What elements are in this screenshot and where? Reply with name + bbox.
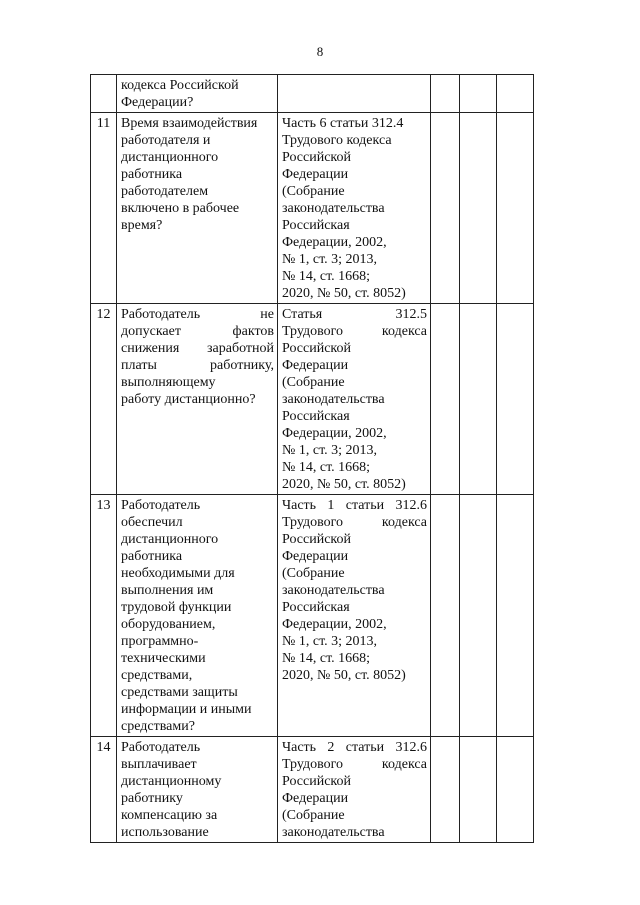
legal-basis-cell [278,75,431,113]
question-cell-line: работодателем [121,184,209,199]
legal-basis-cell-line: № 1, ст. 3; 2013, [282,443,378,458]
legal-basis-cell-line: Российской [282,150,351,165]
question-cell-line: выполнения им [121,583,214,598]
question-cell-line: программно- [121,634,199,649]
legal-basis-cell-line: Трудового кодекса [282,324,427,339]
question-cell-line: время? [121,218,163,233]
legal-basis-cell-line: Часть 2 статьи 312.6 [282,740,427,755]
legal-basis-cell-line: Часть 1 статьи 312.6 [282,498,427,513]
legal-basis-cell-line: № 1, ст. 3; 2013, [282,252,378,267]
answer-yes-cell [431,495,460,737]
row-number-cell [91,75,117,113]
legal-basis-cell-line: 2020, № 50, ст. 8052) [282,286,406,301]
legal-basis-cell-line: (Собрание [282,184,345,199]
table-row [91,304,534,495]
question-cell-line: оборудованием, [121,617,216,632]
answer-yes-cell [431,113,460,304]
question-cell-line: Работодатель [121,498,201,513]
legal-basis-cell-line: Трудового кодекса [282,515,427,530]
answer-na-cell [497,113,534,304]
question-cell [117,495,278,737]
question-cell-line: Федерации? [121,95,194,110]
legal-basis-cell-line: № 14, ст. 1668; [282,460,371,475]
question-cell-line: Работодатель не [121,307,274,322]
question-cell-line: компенсацию за [121,808,218,823]
row-number: 14 [96,740,111,755]
question-cell [117,737,278,843]
legal-basis-cell-line: № 14, ст. 1668; [282,269,371,284]
legal-basis-cell-line: Трудового кодекса [282,133,392,148]
question-cell-line: дистанционного [121,150,219,165]
row-number-cell [91,304,117,495]
answer-no-cell [460,737,497,843]
row-number-cell [91,737,117,843]
legal-basis-cell [278,113,431,304]
legal-basis-cell-line: Российской [282,341,351,356]
question-cell [117,113,278,304]
legal-basis-cell-line: законодательства [282,201,385,216]
legal-basis-cell-line: законодательства [282,825,385,840]
answer-yes-cell [431,737,460,843]
legal-basis-cell [278,495,431,737]
question-cell-line: работнику [121,791,183,806]
answer-no-cell [460,495,497,737]
legal-basis-cell-line: Федерации [282,358,349,373]
question-cell-line: дистанционному [121,774,222,789]
legal-basis-cell-line: Российская [282,600,350,615]
question-cell-line: средствами, [121,668,193,683]
question-cell-line: кодекса Российской [121,78,239,93]
row-number: 12 [96,307,111,322]
question-cell-line: работодателя и [121,133,211,148]
question-cell-line: дистанционного [121,532,219,547]
table-row [91,737,534,843]
legal-basis-cell-line: 2020, № 50, ст. 8052) [282,477,406,492]
answer-na-cell [497,495,534,737]
row-number-cell [91,495,117,737]
legal-basis-cell [278,737,431,843]
question-cell-line: работника [121,549,183,564]
question-cell [117,304,278,495]
question-cell-line: включено в рабочее [121,201,240,216]
legal-basis-cell-line: 2020, № 50, ст. 8052) [282,668,406,683]
answer-no-cell [460,304,497,495]
legal-basis-cell-line: Федерации, 2002, [282,235,387,250]
legal-basis-cell-line: Российской [282,774,351,789]
question-cell-line: допускает фактов [121,324,274,339]
question-cell-line: использование [121,825,209,840]
legal-basis-cell-line: (Собрание [282,808,345,823]
question-cell-line: средствами защиты [121,685,238,700]
answer-no-cell [460,75,497,113]
question-cell-line: обеспечил [121,515,183,530]
legal-basis-cell-line: № 1, ст. 3; 2013, [282,634,378,649]
table-row [91,113,534,304]
question-cell-line: необходимыми для [121,566,235,581]
question-cell-line: Работодатель [121,740,201,755]
legal-basis-cell-line: (Собрание [282,375,345,390]
question-cell-line: выплачивает [121,757,197,772]
question-cell-line: выполняющему [121,375,216,390]
legal-basis-cell-line: Часть 6 статьи 312.4 [282,116,404,131]
legal-basis-cell-line: (Собрание [282,566,345,581]
row-number-cell [91,113,117,304]
question-cell-line: средствами? [121,719,195,734]
table-row [91,75,534,113]
question-cell-line: Время взаимодействия [121,116,258,131]
legal-basis-cell-line: Российская [282,409,350,424]
legal-basis-cell-line: законодательства [282,392,385,407]
legal-basis-cell-line: № 14, ст. 1668; [282,651,371,666]
answer-na-cell [497,737,534,843]
answer-na-cell [497,75,534,113]
answer-na-cell [497,304,534,495]
question-cell-line: снижения заработной [121,341,274,356]
checklist-table [90,74,534,843]
answer-yes-cell [431,304,460,495]
row-number: 11 [96,116,111,131]
legal-basis-cell-line: Федерации, 2002, [282,617,387,632]
question-cell-line: техническими [121,651,206,666]
row-number: 13 [96,498,111,513]
legal-basis-cell-line: Российской [282,532,351,547]
answer-yes-cell [431,75,460,113]
legal-basis-cell-line: Статья 312.5 [282,307,427,322]
legal-basis-cell-line: Федерации [282,791,349,806]
question-cell-line: платы работнику, [121,358,274,373]
answer-no-cell [460,113,497,304]
question-cell [117,75,278,113]
page-number: 8 [316,44,324,59]
legal-basis-cell-line: законодательства [282,583,385,598]
legal-basis-cell-line: Российская [282,218,350,233]
question-cell-line: информации и иными [121,702,252,717]
question-cell-line: трудовой функции [121,600,232,615]
legal-basis-cell-line: Трудового кодекса [282,757,427,772]
table-body [91,75,534,843]
table-row [91,495,534,737]
legal-basis-cell [278,304,431,495]
legal-basis-cell-line: Федерации, 2002, [282,426,387,441]
question-cell-line: работника [121,167,183,182]
question-cell-line: работу дистанционно? [121,392,256,407]
legal-basis-cell-line: Федерации [282,167,349,182]
legal-basis-cell-line: Федерации [282,549,349,564]
